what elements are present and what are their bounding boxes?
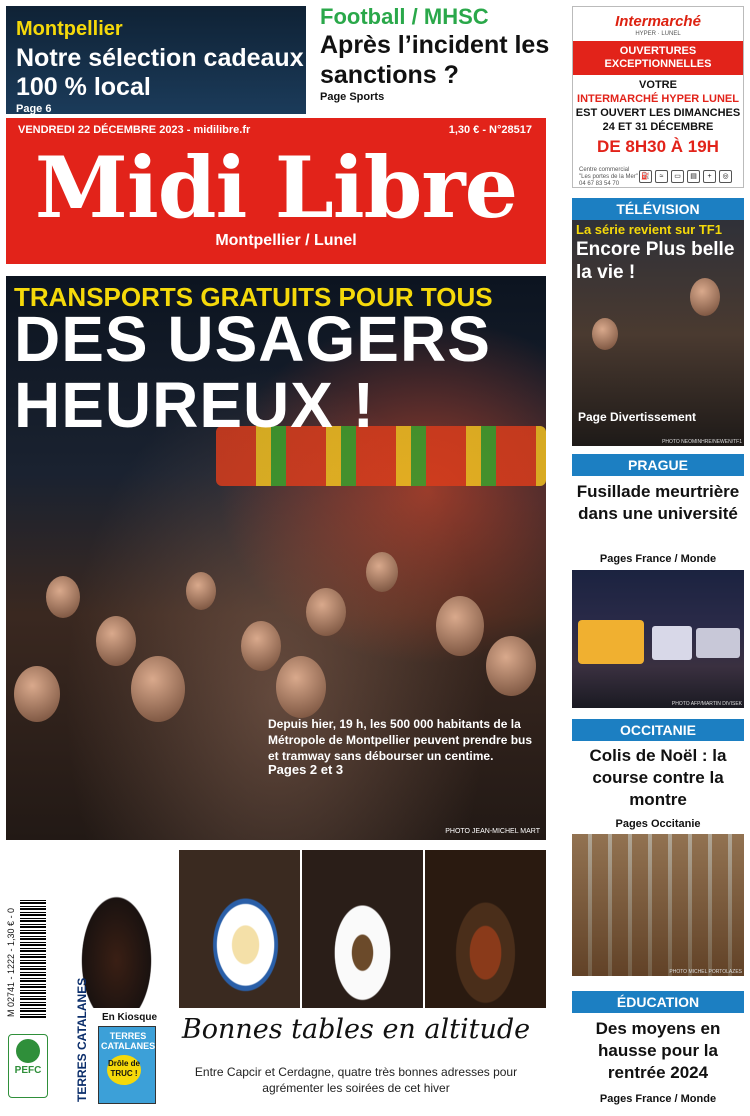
vehicle-shape: [652, 626, 692, 660]
tv-kicker: La série revient sur TF1: [576, 222, 722, 237]
crowd-figure: [96, 616, 136, 666]
main-story[interactable]: [6, 276, 546, 840]
food-title[interactable]: Bonnes tables en altitude: [181, 1014, 531, 1045]
occitanie-tag: OCCITANIE: [572, 719, 744, 741]
edition-label: Montpellier / Lunel: [215, 232, 357, 249]
intermarche-ad[interactable]: [572, 6, 744, 188]
drive-icon: ▭: [671, 170, 684, 183]
education-headline[interactable]: Des moyens en hausse pour la rentrée 2024: [595, 1019, 721, 1082]
barcode-text: M 02741 - 1222 - 1,30 € - 0: [6, 907, 16, 1017]
main-headline: DES USAGERS HEUREUX !: [14, 303, 491, 441]
ambulance-shape: [578, 620, 644, 664]
crowd-figure: [486, 636, 536, 696]
teaser-football-kicker: Football / MHSC: [320, 4, 489, 29]
occitanie-page: Pages Occitanie: [615, 818, 701, 830]
pefc-text: PEFC: [14, 1065, 42, 1076]
food-subtitle: Entre Capcir et Cerdagne, quatre très bonnes adresses pour agrémenter les soirées de cet hiver: [194, 1065, 518, 1095]
crowd-figure: [131, 656, 185, 722]
main-kicker: TRANSPORTS GRATUITS POUR TOUS: [14, 282, 493, 312]
crowd-figure: [46, 576, 80, 618]
shop-icon: ▤: [687, 170, 700, 183]
newspaper-logo[interactable]: Midi Libre: [34, 138, 518, 237]
issue-date: VENDREDI 22 DÉCEMBRE 2023 - midilibre.fr: [18, 124, 251, 136]
tv-tag: TÉLÉVISION: [572, 198, 744, 220]
education-page: Pages France / Monde: [599, 1093, 717, 1105]
ad-brand-sub: HYPER · LUNEL: [635, 31, 681, 37]
crowd-figure: [276, 656, 326, 718]
fuel-icon: ⛽: [639, 170, 652, 183]
photo-credit: PHOTO NEOMINHRE/NEWEN/TF1: [662, 439, 742, 445]
tv-figure: [592, 318, 618, 350]
main-pages: Pages 2 et 3: [268, 762, 344, 777]
car-wash-icon: ≈: [655, 170, 668, 183]
tv-headline: Encore Plus belle la vie !: [576, 239, 735, 283]
ad-line: VOTRE: [639, 79, 677, 91]
kiosque-side-title: [70, 977, 94, 1102]
tv-figure: [690, 278, 720, 316]
occitanie-photo[interactable]: [572, 834, 744, 976]
ad-footer: Centre commercial "Les portes de la Mer" 04 67 83 54 70: [579, 167, 638, 187]
masthead: [6, 118, 546, 264]
magazine-cover[interactable]: [98, 1026, 156, 1104]
crowd-figure: [436, 596, 484, 656]
prague-headline[interactable]: Fusillade meurtrière dans une université: [576, 482, 740, 523]
pharmacy-icon: +: [703, 170, 716, 183]
tv-story[interactable]: [572, 198, 744, 446]
food-photo: [425, 850, 546, 1008]
photo-credit: PHOTO JEAN-MICHEL MART: [445, 828, 540, 835]
tv-page: Page Divertissement: [578, 410, 697, 424]
ad-line: 24 ET 31 DÉCEMBRE: [602, 121, 714, 133]
occitanie-headline[interactable]: Colis de Noël : la course contre la montre: [589, 746, 727, 809]
photo-credit: PHOTO MICHEL PORTOLAZES: [669, 969, 742, 975]
main-body: Depuis hier, 19 h, les 500 000 habitants de la Métropole de Montpellier peuvent prendre bus et tramway sans débourser un centime.: [268, 717, 533, 763]
teaser-montpellier[interactable]: [6, 6, 306, 114]
barcode: [20, 900, 46, 1018]
ad-brand-logo: Intermarché: [615, 13, 701, 30]
prague-page: Pages France / Monde: [599, 553, 717, 565]
prague-tag: PRAGUE: [572, 454, 744, 476]
crowd-figure: [241, 621, 281, 671]
food-photo: [179, 850, 300, 1008]
ad-service-icons: [639, 170, 739, 184]
teaser-headline: Notre sélection cadeaux 100 % local: [16, 44, 304, 101]
pefc-label: [8, 1034, 48, 1098]
prague-photo[interactable]: [572, 570, 744, 708]
photo-credit: PHOTO AFP/MARTIN DIVISEK: [671, 701, 742, 707]
crowd-figure: [306, 588, 346, 636]
teaser-football-page: Page Sports: [320, 91, 385, 103]
magazine-cover-title: TERRES CATALANES: [101, 1031, 156, 1051]
crowd-figure: [186, 572, 216, 610]
vehicle-shape: [696, 628, 740, 658]
ad-band: OUVERTURES EXCEPTIONNELLES: [573, 41, 743, 75]
issue-price: 1,30 € - N°28517: [448, 124, 532, 136]
bakery-icon: ◎: [719, 170, 732, 183]
teaser-football-headline[interactable]: Après l’incident les sanctions ?: [320, 31, 550, 89]
ad-line: INTERMARCHÉ HYPER LUNEL: [577, 93, 739, 105]
education-tag: ÉDUCATION: [572, 991, 744, 1013]
kiosque-label: En Kiosque: [102, 1012, 158, 1023]
kiosque-side-text: TERRES CATALANES: [75, 977, 89, 1102]
teaser-page: Page 6: [16, 103, 52, 115]
food-photo: [302, 850, 423, 1008]
crowd-figure: [366, 552, 398, 592]
teaser-kicker: Montpellier: [16, 18, 123, 40]
magazine-cover-badge: Drôle de TRUC !: [107, 1055, 141, 1085]
tree-icon: [16, 1039, 40, 1063]
crowd-figure: [14, 666, 60, 722]
ad-line: EST OUVERT LES DIMANCHES: [575, 107, 741, 119]
food-photo-strip[interactable]: [56, 850, 546, 1008]
ad-hours: DE 8H30 À 19H: [597, 137, 719, 156]
